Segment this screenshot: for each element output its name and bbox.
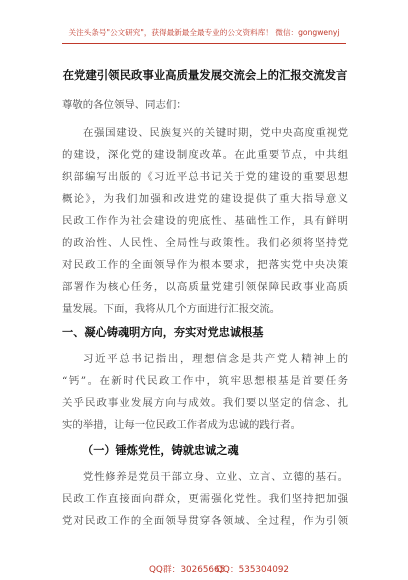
paragraph-line: 民政工作直接面向群众，更需强化党性。我们坚持把加强 <box>62 493 348 505</box>
section-heading-1: 一、凝心铸魂明方向，夯实对党忠诚根基 <box>62 326 264 339</box>
paragraph-line: 党对民政工作的全面领导贯穿各领域、全过程，作为引领 <box>62 515 348 527</box>
paragraph-line: 概论》，为我们加强和改进党的建设提供了重大指导意义 <box>62 193 348 205</box>
paragraph-line: 实的举措，让每一位民政工作者成为忠诚的践行者。 <box>62 419 301 431</box>
subsection-heading-1: （一）锤炼党性，铸就忠诚之魂 <box>82 444 239 457</box>
paragraph-line: 的政治性、人民性、全局性与政策性。我们必须将坚持党 <box>62 237 348 249</box>
paragraph-line: 民政工作作为社会建设的兜底性、基础性工作，具有鲜明 <box>62 215 348 227</box>
paragraph-line: 对民政工作的全面领导作为根本要求，把落实党中央决策 <box>62 259 348 271</box>
paragraph-line: 在强国建设、民族复兴的关键时期，党中央高度重视党 <box>83 127 348 139</box>
document-title: 在党建引领民政事业高质量发展交流会上的汇报交流发言 <box>62 68 348 82</box>
footer-qq-group: QQ群：30265665 <box>149 565 226 575</box>
paragraph-line: “钙”。在新时代民政工作中，筑牢思想根基是首要任务 <box>62 375 348 387</box>
paragraph-line: 织部编写出版的《习近平总书记关于党的建设的重要思想 <box>62 171 348 183</box>
paragraph-line: 党性修养是党员干部立身、立业、立言、立德的基石。 <box>83 471 348 483</box>
paragraph-line: 关乎民政事业发展方向与成效。我们要以坚定的信念、扎 <box>62 397 348 409</box>
header-banner: 关注头条号"公文研究"，获得最新最全最专业的公文资料库！ 微信：gongwenyj <box>68 28 340 37</box>
footer-qq: QQ：535304092 <box>216 565 290 575</box>
paragraph-line: 部署作为核心任务，以高质量党建引领保障民政事业高质 <box>62 281 348 293</box>
salutation: 尊敬的各位领导、同志们： <box>62 99 187 111</box>
paragraph-line: 习近平总书记指出，理想信念是共产党人精神上的 <box>83 353 348 365</box>
paragraph-line: 量发展。下面，我将从几个方面进行汇报交流。 <box>62 303 281 315</box>
paragraph-line: 的建设，深化党的建设制度改革。在此重要节点，中共组 <box>62 149 348 161</box>
header-divider <box>62 43 346 44</box>
